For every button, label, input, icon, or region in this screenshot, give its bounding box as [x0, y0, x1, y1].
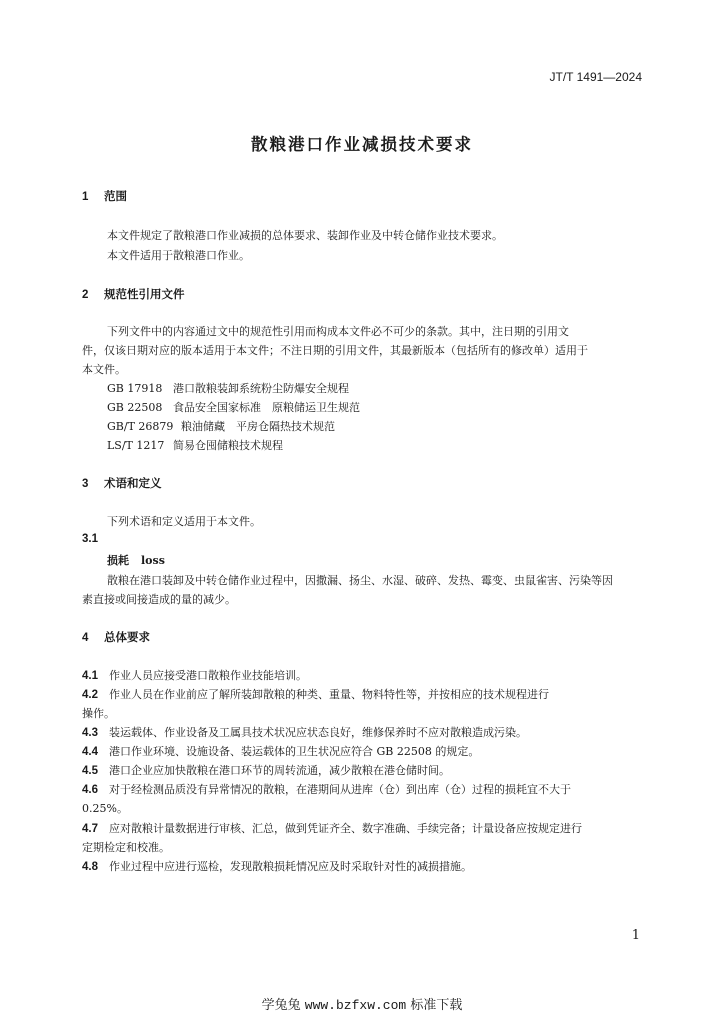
section-number: 4 — [82, 632, 89, 644]
clause-item — [82, 686, 549, 702]
reference-code: LS/T 1217 — [107, 439, 165, 452]
term-number: 3.1 — [82, 533, 98, 545]
clause-number: 4.3 — [82, 727, 98, 739]
footer-url[interactable]: www.bzfxw.com — [304, 998, 407, 1013]
paragraph-line: 下列文件中的内容通过文中的规范性引用而构成本文件必不可少的条款。其中，注日期的引用文 — [107, 325, 569, 338]
paragraph-line: 散粮在港口装卸及中转仓储作业过程中，因撒漏、扬尘、水湿、破碎、发热、霉变、虫鼠雀害、污染等因 — [107, 574, 613, 587]
clause-text: 作业人员应接受港口散粮作业技能培训。 — [109, 669, 307, 682]
paragraph-line: 本文件适用于散粮港口作业。 — [107, 249, 250, 262]
clause-number: 4.4 — [82, 746, 98, 758]
section-4-heading — [82, 629, 150, 645]
paragraph-line: 素直接或间接造成的量的减少。 — [82, 593, 236, 606]
reference-code: GB/T 26879 — [107, 420, 174, 433]
section-number: 3 — [82, 478, 89, 490]
clause-continuation: 定期检定和校准。 — [82, 841, 170, 854]
section-number: 1 — [82, 191, 89, 203]
reference-item — [107, 380, 349, 396]
section-title: 总体要求 — [104, 632, 150, 644]
term-heading — [107, 552, 165, 568]
clause-continuation: 0.25%。 — [82, 802, 128, 815]
clause-item — [82, 762, 450, 778]
clause-number: 4.1 — [82, 670, 98, 682]
clause-item — [82, 667, 307, 683]
section-title: 术语和定义 — [104, 478, 162, 490]
clause-text: 应对散粮计量数据进行审核、汇总，做到凭证齐全、数字准确、手续完备；计量设备应按规定进行 — [109, 822, 582, 835]
clause-text: 港口企业应加快散粮在港口环节的周转流通，减少散粮在港仓储时间。 — [109, 764, 450, 777]
clause-item — [82, 743, 479, 759]
term-english: loss — [141, 554, 165, 567]
page-title: 散粮港口作业减损技术要求 — [251, 136, 473, 154]
clause-number: 4.6 — [82, 784, 98, 796]
section-2-heading — [82, 286, 185, 302]
clause-number: 4.5 — [82, 765, 98, 777]
section-1-heading — [82, 188, 127, 204]
page-number: 1 — [631, 928, 640, 943]
reference-title: 粮油储藏 平房仓隔热技术规范 — [181, 420, 335, 433]
footer-site-name: 学兔兔 — [261, 998, 301, 1013]
paragraph-line: 本文件。 — [82, 363, 126, 376]
footer-watermark — [0, 994, 724, 1013]
reference-title: 简易仓囤储粮技术规程 — [173, 439, 283, 452]
clause-number: 4.8 — [82, 861, 98, 873]
clause-text: 作业人员在作业前应了解所装卸散粮的种类、重量、物料特性等，并按相应的技术规程进行 — [109, 688, 549, 701]
standard-number: JT/T 1491—2024 — [549, 70, 642, 84]
section-number: 2 — [82, 289, 89, 301]
clause-text: 作业过程中应进行巡检，发现散粮损耗情况应及时采取针对性的减损措施。 — [109, 860, 472, 873]
paragraph-line: 本文件规定了散粮港口作业减损的总体要求、装卸作业及中转仓储作业技术要求。 — [107, 229, 503, 242]
reference-item — [107, 418, 335, 434]
reference-item — [107, 399, 360, 415]
clause-item — [82, 820, 582, 836]
reference-title: 食品安全国家标准 原粮储运卫生规范 — [173, 401, 360, 414]
section-title: 范围 — [104, 191, 127, 203]
reference-title: 港口散粮装卸系统粉尘防爆安全规程 — [173, 382, 349, 395]
section-title: 规范性引用文件 — [104, 289, 185, 301]
clause-item — [82, 724, 527, 740]
paragraph-line: 下列术语和定义适用于本文件。 — [107, 515, 261, 528]
clause-number: 4.7 — [82, 823, 98, 835]
reference-code: GB 22508 — [107, 401, 163, 414]
clause-item — [82, 781, 571, 797]
reference-item — [107, 437, 283, 453]
clause-item — [82, 858, 472, 874]
reference-code: GB 17918 — [107, 382, 163, 395]
clause-number: 4.2 — [82, 689, 98, 701]
term-chinese: 损耗 — [107, 554, 129, 567]
clause-text: 港口作业环境、设施设备、装运载体的卫生状况应符合 GB 22508 的规定。 — [109, 745, 480, 758]
clause-text: 装运载体、作业设备及工属具技术状况应状态良好，维修保养时不应对散粮造成污染。 — [109, 726, 527, 739]
footer-slogan: 标准下载 — [410, 998, 463, 1013]
paragraph-line: 件，仅该日期对应的版本适用于本文件；不注日期的引用文件，其最新版本（包括所有的修改单）适用于 — [82, 344, 588, 357]
clause-text: 对于经检测品质没有异常情况的散粮，在港期间从进库（仓）到出库（仓）过程的损耗宜不大于 — [109, 783, 571, 796]
clause-continuation: 操作。 — [82, 707, 115, 720]
section-3-heading — [82, 475, 162, 491]
